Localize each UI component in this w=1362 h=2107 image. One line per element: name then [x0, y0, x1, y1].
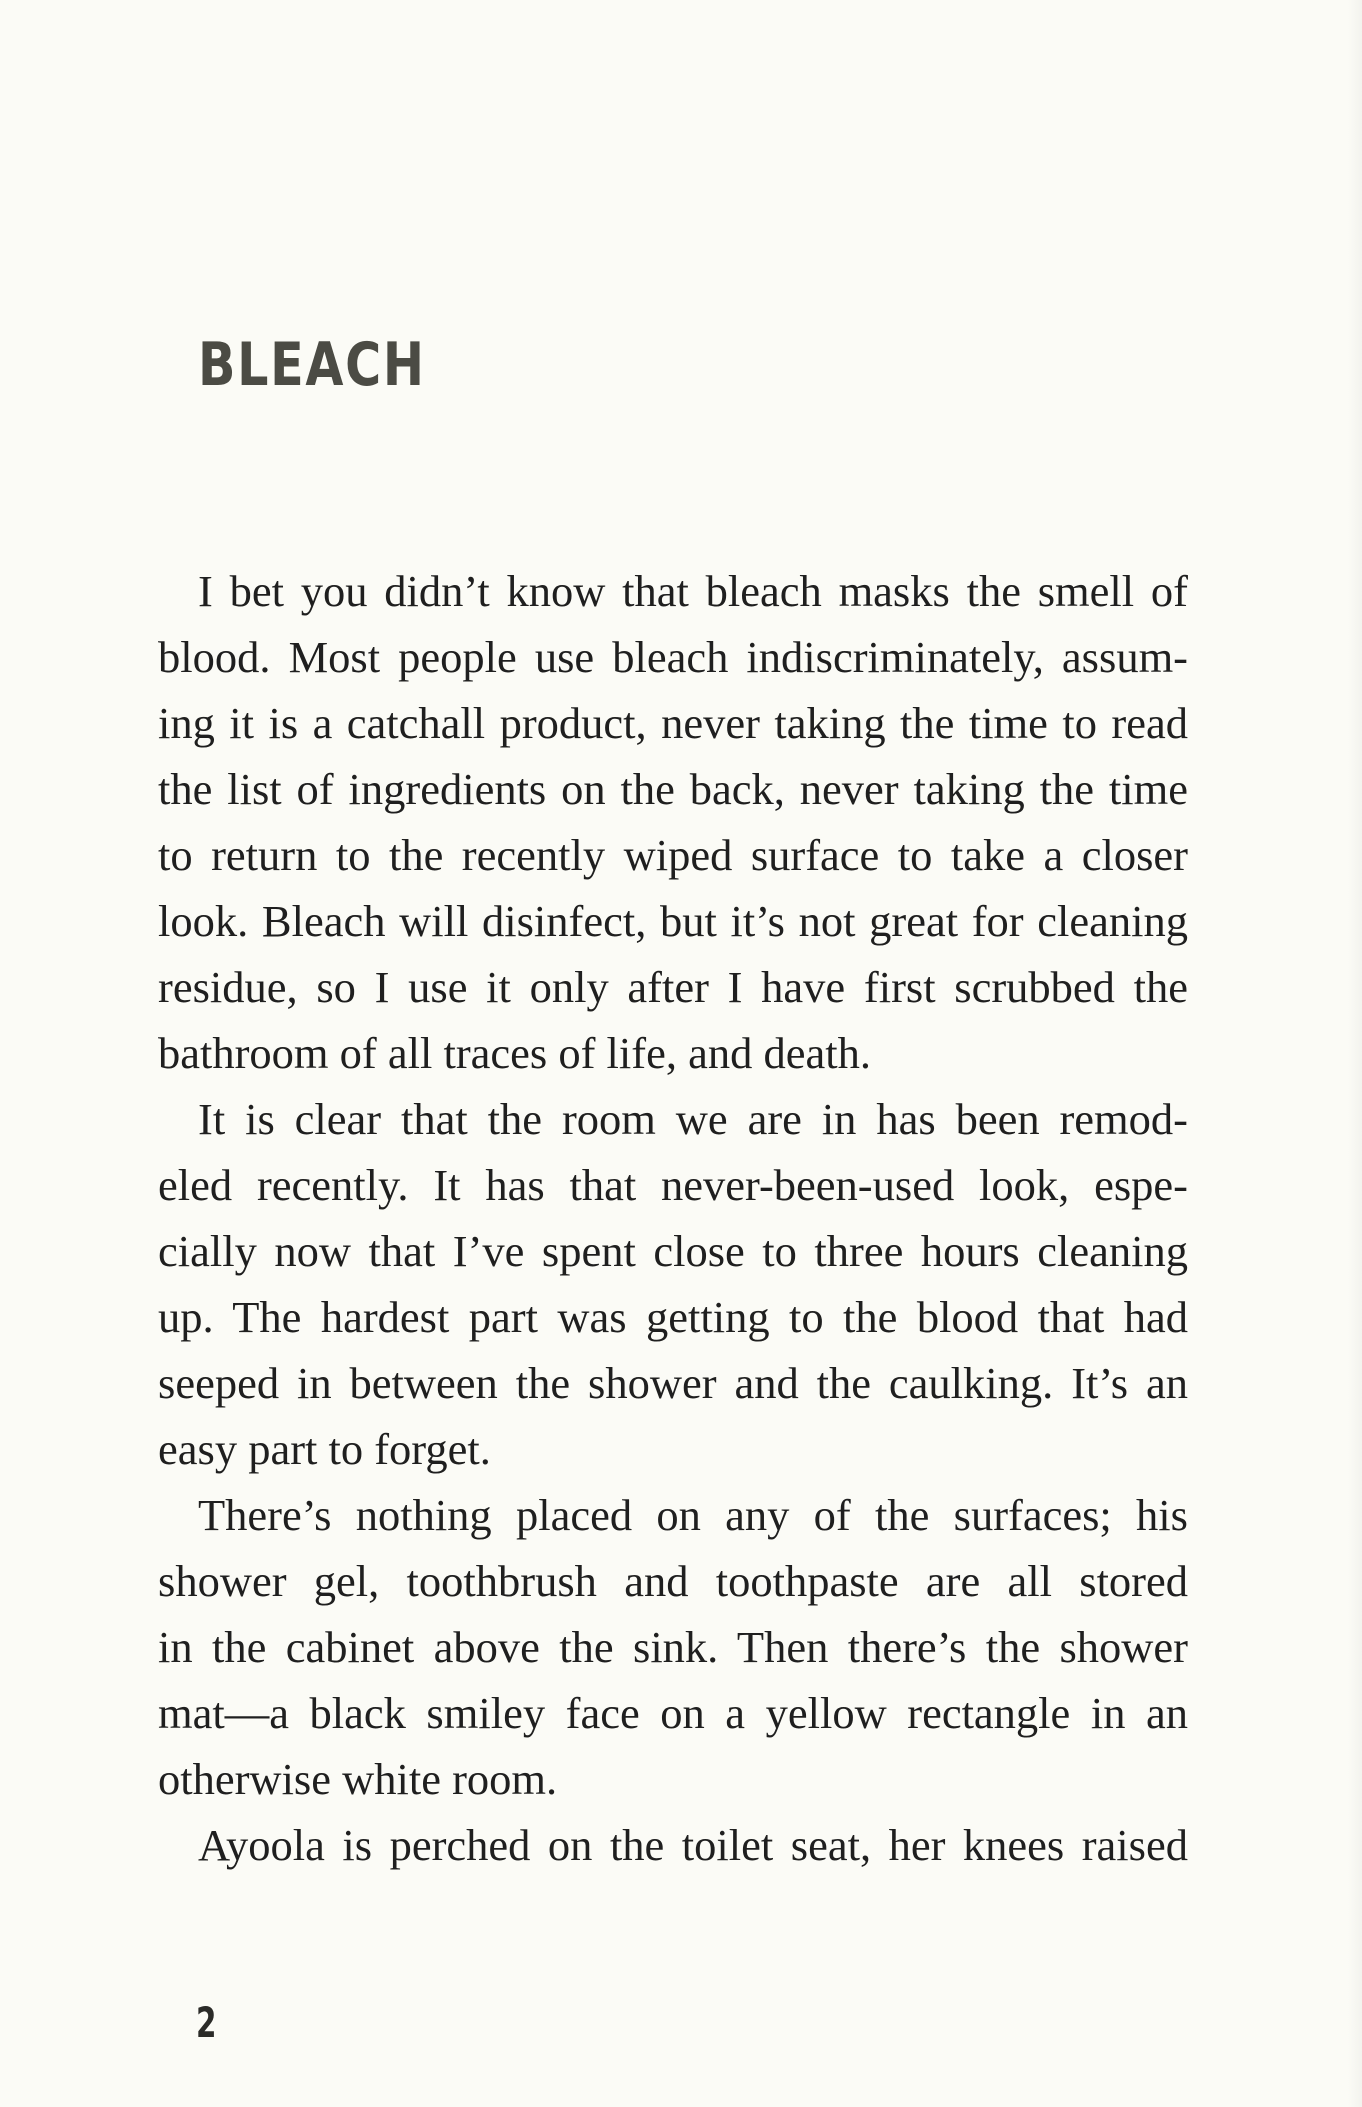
text-line: blood. Most people use bleach indiscriminately, assum-	[158, 632, 1188, 682]
paragraph-1	[158, 558, 1188, 1086]
text-line: otherwise white room.	[158, 1754, 558, 1804]
text-line: Ayoola is perched on the toilet seat, her knees raised	[198, 1820, 1188, 1870]
text-line: up. The hardest part was getting to the blood that had	[158, 1292, 1188, 1342]
text-line: in the cabinet above the sink. Then there’s the shower	[158, 1622, 1188, 1672]
paragraph-3	[158, 1482, 1188, 1812]
paragraph-2	[158, 1086, 1188, 1482]
page-edge	[1348, 0, 1362, 2107]
text-line: bathroom of all traces of life, and death.	[158, 1028, 871, 1078]
chapter-body	[158, 558, 1188, 1878]
text-line: ing it is a catchall product, never taking the time to read	[158, 698, 1188, 748]
text-line: look. Bleach will disinfect, but it’s not great for cleaning	[158, 896, 1188, 946]
chapter-title: BLEACH	[198, 330, 426, 400]
text-line: residue, so I use it only after I have first scrubbed the	[158, 962, 1188, 1012]
paragraph-4	[158, 1812, 1188, 1878]
text-line: cially now that I’ve spent close to three hours cleaning	[158, 1226, 1188, 1276]
text-line: the list of ingredients on the back, never taking the time	[158, 764, 1188, 814]
text-line: I bet you didn’t know that bleach masks the smell of	[198, 566, 1188, 616]
text-line: There’s nothing placed on any of the surfaces; his	[198, 1490, 1188, 1540]
text-line: seeped in between the shower and the caulking. It’s an	[158, 1358, 1188, 1408]
text-line: easy part to forget.	[158, 1424, 491, 1474]
page-number: 2	[196, 1998, 217, 2047]
text-line: eled recently. It has that never-been-used look, espe-	[158, 1160, 1188, 1210]
text-line: to return to the recently wiped surface to take a closer	[158, 830, 1188, 880]
text-line: shower gel, toothbrush and toothpaste are all stored	[158, 1556, 1188, 1606]
text-line: It is clear that the room we are in has been remod-	[198, 1094, 1188, 1144]
text-line: mat—a black smiley face on a yellow rectangle in an	[158, 1688, 1188, 1738]
